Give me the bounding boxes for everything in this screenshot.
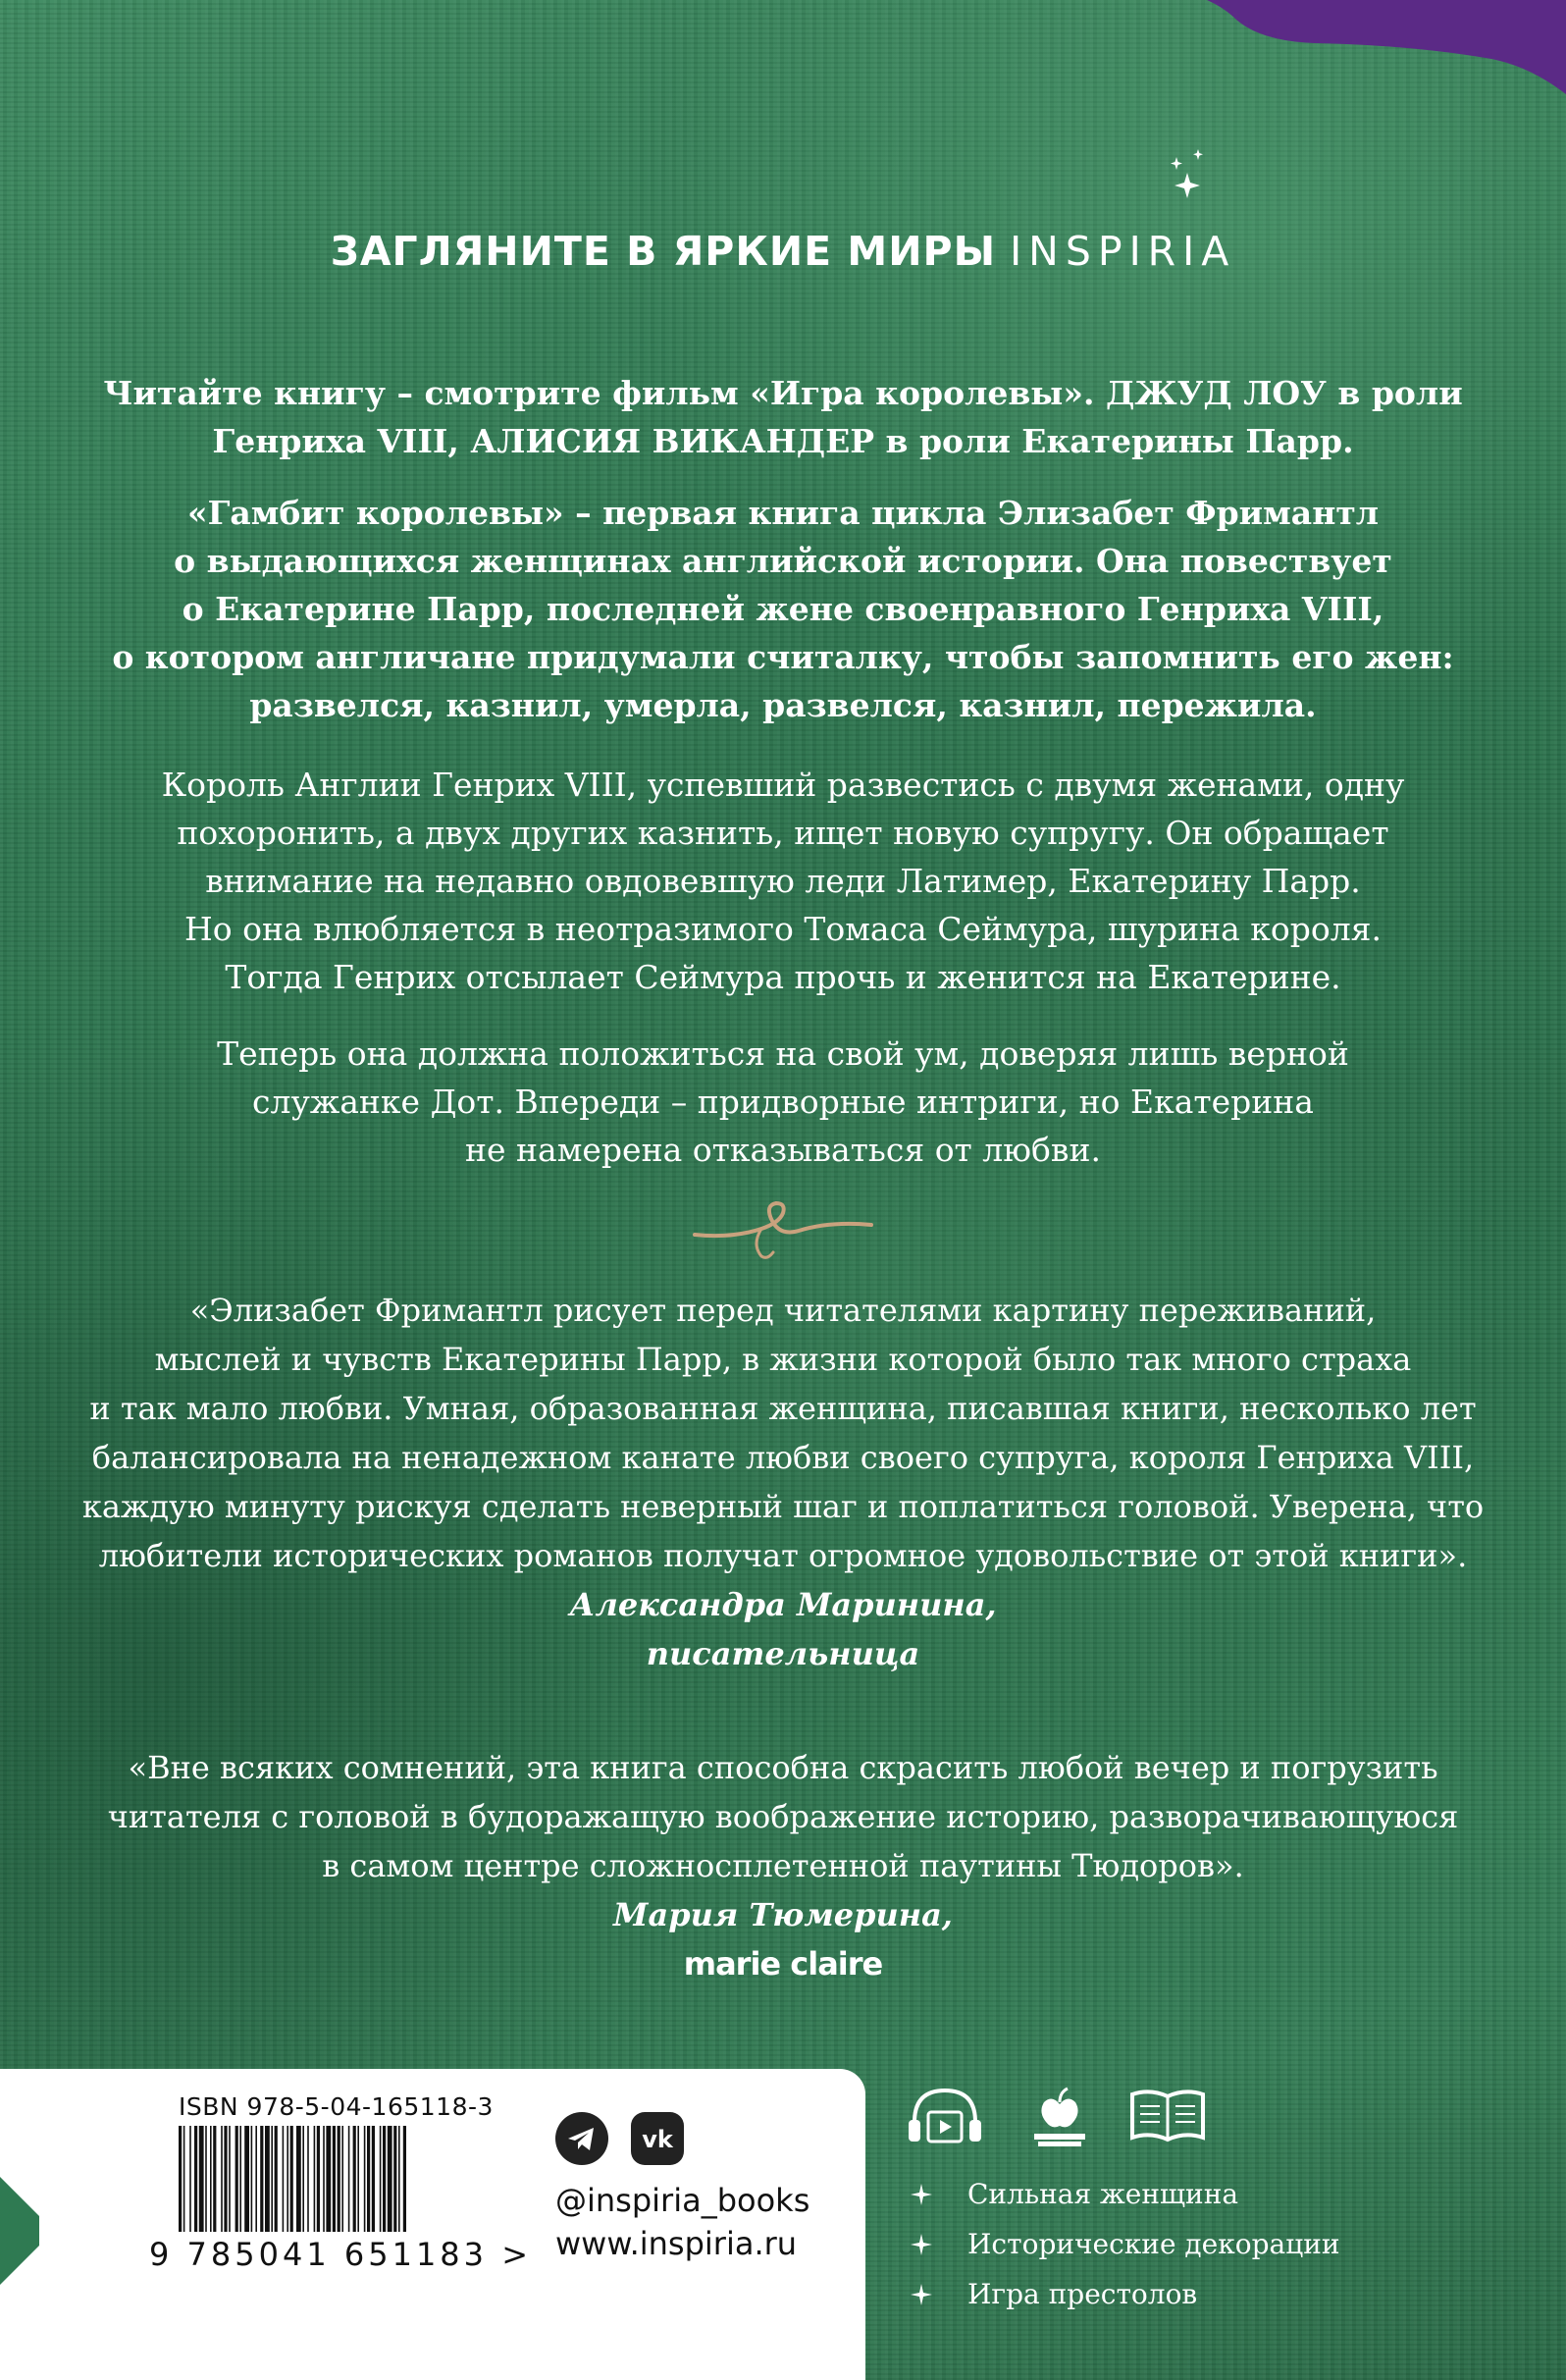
telegram-icon[interactable] bbox=[555, 2112, 608, 2165]
svg-text:vk: vk bbox=[642, 2126, 673, 2153]
paper-book-icon bbox=[1128, 2087, 1207, 2145]
quote1-author: Александра Маринина, bbox=[569, 1586, 997, 1623]
barcode-bar bbox=[210, 2126, 212, 2232]
quote2-line: в самом центре сложносплетенной паутины Тюдоров». bbox=[322, 1847, 1244, 1884]
barcode-bar bbox=[403, 2126, 406, 2232]
barcode-bar bbox=[194, 2126, 197, 2232]
plot-paragraph bbox=[78, 761, 1488, 1001]
social-icons bbox=[555, 2112, 702, 2165]
summary-line: «Гамбит королевы» – первая книга цикла Элизабет Фримантл bbox=[186, 494, 1380, 532]
barcode-bar bbox=[221, 2126, 223, 2232]
barcode-bar bbox=[224, 2126, 227, 2232]
summary-line: развелся, казнил, умерла, развелся, казнил, пережила. bbox=[249, 686, 1317, 724]
barcode-bar bbox=[307, 2126, 309, 2232]
barcode-bar bbox=[287, 2126, 288, 2232]
barcode bbox=[179, 2126, 491, 2232]
summary-line: о выдающихся женщинах английской истории. Она повествует bbox=[174, 542, 1392, 580]
barcode-bar bbox=[251, 2126, 253, 2232]
plot2-line: Теперь она должна положиться на свой ум, доверяя лишь верной bbox=[217, 1034, 1349, 1073]
quote2-source: marie claire bbox=[683, 1945, 883, 1983]
barcode-bar bbox=[338, 2126, 340, 2232]
barcode-bar bbox=[283, 2126, 285, 2232]
barcode-bar bbox=[393, 2126, 396, 2232]
barcode-bar bbox=[255, 2126, 257, 2232]
review-quote-2 bbox=[78, 1743, 1488, 1988]
barcode-bar bbox=[348, 2126, 350, 2232]
page-title bbox=[0, 228, 1566, 275]
barcode-bar bbox=[275, 2126, 278, 2232]
barcode-bar bbox=[271, 2126, 273, 2232]
star-bullet-icon bbox=[911, 2284, 932, 2305]
barcode-bar bbox=[367, 2126, 370, 2232]
vk-icon[interactable] bbox=[631, 2112, 684, 2165]
star-bullet-icon bbox=[911, 2184, 932, 2205]
intro-line: Генриха VIII, АЛИСИЯ ВИКАНДЕР в роли Екатерины Парр. bbox=[212, 422, 1354, 460]
sparkle-icon bbox=[1163, 145, 1212, 214]
quote1-line: любители исторических романов получат огромное удовольствие от этой книги». bbox=[98, 1537, 1468, 1574]
barcode-bar bbox=[183, 2126, 185, 2232]
barcode-bar bbox=[333, 2126, 336, 2232]
quote1-line: и так мало любви. Умная, образованная женщина, писавшая книги, несколько лет bbox=[89, 1390, 1477, 1427]
barcode-bar bbox=[229, 2126, 231, 2232]
barcode-bar bbox=[372, 2126, 375, 2232]
plot-line: Король Англии Генрих VIII, успевший развестись с двумя женами, одну bbox=[161, 766, 1405, 804]
summary-paragraph bbox=[78, 489, 1488, 729]
barcode-bar bbox=[364, 2126, 366, 2232]
intro-paragraph bbox=[78, 369, 1488, 465]
feature-list bbox=[905, 2169, 1340, 2319]
isbn-label: ISBN 978-5-04-165118-3 bbox=[179, 2092, 494, 2121]
barcode-bar bbox=[323, 2126, 325, 2232]
feature-item bbox=[905, 2169, 1340, 2219]
quote1-line: каждую минуту рискуя сделать неверный шаг и поплатиться головой. Уверена, что bbox=[81, 1488, 1485, 1525]
barcode-bar bbox=[380, 2126, 382, 2232]
barcode-bar bbox=[235, 2126, 238, 2232]
panel-notch bbox=[0, 2177, 39, 2285]
barcode-bar bbox=[290, 2126, 293, 2232]
feature-label: Сильная женщина bbox=[967, 2178, 1239, 2210]
barcode-bar bbox=[398, 2126, 400, 2232]
barcode-bar bbox=[244, 2126, 249, 2232]
quote2-line: читателя с головой в будоражащую воображение историю, разворачивающуюся bbox=[107, 1798, 1459, 1835]
barcode-bar bbox=[353, 2126, 356, 2232]
barcode-bar bbox=[260, 2126, 263, 2232]
feature-item bbox=[905, 2269, 1340, 2319]
quote1-line: мыслей и чувств Екатерины Парр, в жизни которой было так много страха bbox=[154, 1341, 1412, 1378]
star-bullet-icon bbox=[911, 2234, 932, 2255]
plot-line: Но она влюбляется в неотразимого Томаса Сеймура, шурина короля. bbox=[184, 910, 1382, 948]
plot-line: похоронить, а двух других казнить, ищет новую супругу. Он обращает bbox=[177, 814, 1389, 852]
feature-item bbox=[905, 2219, 1340, 2269]
barcode-bar bbox=[265, 2126, 270, 2232]
social-handle[interactable]: @inspiria_books bbox=[555, 2182, 810, 2219]
barcode-bar bbox=[326, 2126, 331, 2232]
quote1-role: писательница bbox=[646, 1635, 920, 1672]
barcode-bar bbox=[179, 2126, 182, 2232]
barcode-bar bbox=[302, 2126, 304, 2232]
quote1-line: балансировала на ненадежном канате любви своего супруга, короля Генриха VIII, bbox=[91, 1439, 1475, 1476]
audiobook-icon bbox=[905, 2083, 985, 2147]
quote2-author: Мария Тюмерина, bbox=[613, 1896, 953, 1933]
barcode-bar bbox=[213, 2126, 216, 2232]
quote2-line: «Вне всяких сомнений, эта книга способна скрасить любой вечер и погрузить bbox=[128, 1749, 1438, 1786]
summary-line: о котором англичане придумали считалку, чтобы запомнить его жен: bbox=[112, 638, 1454, 676]
barcode-bar bbox=[189, 2126, 191, 2232]
plot2-line: не намерена отказываться от любви. bbox=[465, 1131, 1101, 1169]
plot2-line: служанке Дот. Впереди – придворные интриги, но Екатерина bbox=[252, 1083, 1314, 1121]
plot-line: внимание на недавно овдовевшую леди Латимер, Екатерину Парр. bbox=[205, 862, 1361, 900]
barcode-bar bbox=[205, 2126, 207, 2232]
flourish-ornament-icon bbox=[693, 1195, 873, 1264]
barcode-bar bbox=[314, 2126, 316, 2232]
barcode-bar bbox=[388, 2126, 392, 2232]
summary-line: о Екатерине Парр, последней жене своенравного Генриха VIII, bbox=[182, 590, 1384, 628]
barcode-digits: 9 785041 651183 > bbox=[149, 2236, 532, 2273]
website-link[interactable]: www.inspiria.ru bbox=[555, 2225, 798, 2262]
quote1-line: «Элизабет Фримантл рисует перед читателями картину переживаний, bbox=[189, 1292, 1377, 1329]
barcode-bar bbox=[357, 2126, 359, 2232]
barcode-bar bbox=[383, 2126, 386, 2232]
barcode-bar bbox=[341, 2126, 343, 2232]
contact-info bbox=[555, 2179, 809, 2265]
plot-line: Тогда Генрих отсылает Сеймура прочь и женится на Екатерине. bbox=[225, 958, 1341, 996]
review-quote-1 bbox=[78, 1286, 1488, 1678]
header-title: ЗАГЛЯНИТЕ В ЯРКИЕ МИРЫ bbox=[330, 228, 997, 275]
barcode-bar bbox=[199, 2126, 204, 2232]
intro-line: Читайте книгу – смотрите фильм «Игра королевы». ДЖУД ЛОУ в роли bbox=[103, 374, 1463, 412]
barcode-bar bbox=[239, 2126, 241, 2232]
ebook-icon bbox=[1030, 2079, 1089, 2149]
barcode-bar bbox=[317, 2126, 320, 2232]
top-purple-band bbox=[0, 0, 1566, 108]
plot-paragraph-2 bbox=[78, 1030, 1488, 1174]
feature-label: Игра престолов bbox=[967, 2278, 1198, 2310]
brand-name: INSPIRIA bbox=[1010, 228, 1236, 275]
feature-label: Исторические декорации bbox=[967, 2228, 1340, 2260]
barcode-bar bbox=[296, 2126, 301, 2232]
